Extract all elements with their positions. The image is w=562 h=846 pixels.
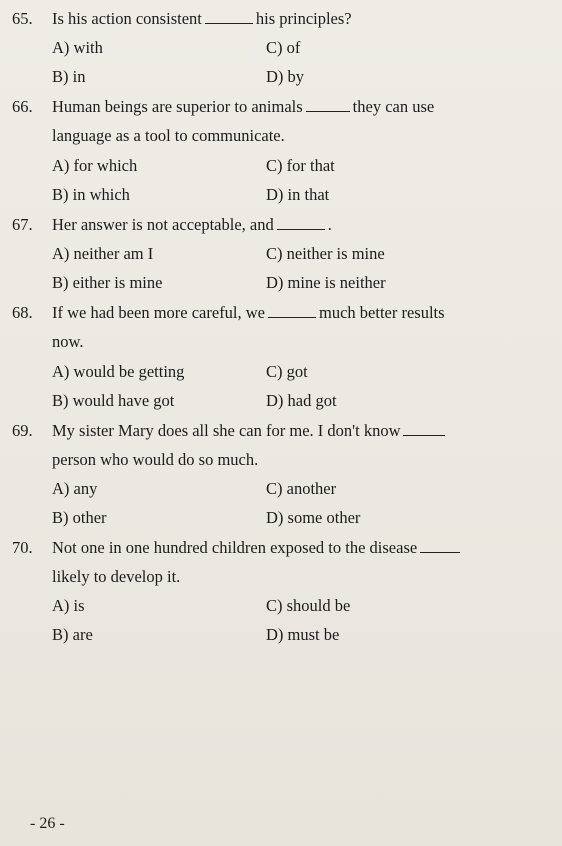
question-stem: My sister Mary does all she can for me. I don't know bbox=[52, 421, 401, 440]
answer-blank bbox=[205, 9, 253, 24]
option-b[interactable]: B) other bbox=[52, 508, 107, 527]
option-c[interactable]: C) got bbox=[266, 362, 308, 381]
option-b[interactable]: B) would have got bbox=[52, 391, 175, 410]
option-a[interactable]: A) neither am I bbox=[52, 244, 154, 263]
question-number: 67. bbox=[12, 215, 33, 234]
answer-blank bbox=[277, 215, 325, 230]
question-number: 66. bbox=[12, 97, 33, 116]
question-number: 65. bbox=[12, 9, 33, 28]
option-d[interactable]: D) mine is neither bbox=[266, 273, 386, 292]
question-stem: Human beings are superior to animals bbox=[52, 97, 303, 116]
question-70 bbox=[12, 533, 552, 591]
option-a[interactable]: A) would be getting bbox=[52, 362, 185, 381]
question-stem: Not one in one hundred children exposed to the disease bbox=[52, 538, 418, 557]
answer-blank bbox=[306, 97, 350, 112]
option-c[interactable]: C) of bbox=[266, 38, 301, 57]
question-stem-line2: person who would do so much. bbox=[52, 450, 259, 469]
question-stem: If we had been more careful, we bbox=[52, 303, 266, 322]
question-number: 70. bbox=[12, 538, 33, 557]
option-c[interactable]: C) for that bbox=[266, 156, 335, 175]
answer-blank bbox=[403, 421, 445, 436]
option-b[interactable]: B) in bbox=[52, 67, 86, 86]
question-number: 69. bbox=[12, 421, 33, 440]
option-b[interactable]: B) either is mine bbox=[52, 273, 163, 292]
question-69 bbox=[12, 416, 552, 474]
option-a[interactable]: A) is bbox=[52, 596, 85, 615]
option-a[interactable]: A) with bbox=[52, 38, 103, 57]
question-stem-end: much better results bbox=[319, 303, 445, 322]
option-c[interactable]: C) another bbox=[266, 479, 337, 498]
page-number: - 26 - bbox=[30, 815, 65, 832]
question-stem-line2: now. bbox=[52, 332, 84, 351]
option-d[interactable]: D) some other bbox=[266, 508, 361, 527]
question-stem-end: they can use bbox=[352, 97, 435, 116]
option-d[interactable]: D) had got bbox=[266, 391, 337, 410]
question-stem: Her answer is not acceptable, and bbox=[52, 215, 274, 234]
question-stem-line2: language as a tool to communicate. bbox=[52, 126, 285, 145]
option-c[interactable]: C) should be bbox=[266, 596, 351, 615]
option-d[interactable]: D) must be bbox=[266, 625, 340, 644]
answer-blank bbox=[420, 538, 460, 553]
question-65 bbox=[12, 4, 552, 33]
question-stem: Is his action consistent bbox=[52, 9, 202, 28]
option-a[interactable]: A) for which bbox=[52, 156, 138, 175]
question-number: 68. bbox=[12, 303, 33, 322]
question-stem-end: . bbox=[327, 215, 332, 234]
option-c[interactable]: C) neither is mine bbox=[266, 244, 385, 263]
question-stem-end: his principles? bbox=[255, 9, 352, 28]
question-66 bbox=[12, 92, 552, 150]
option-d[interactable]: D) by bbox=[266, 67, 305, 86]
question-67 bbox=[12, 210, 552, 239]
option-b[interactable]: B) in which bbox=[52, 185, 130, 204]
answer-blank bbox=[268, 303, 316, 318]
option-b[interactable]: B) are bbox=[52, 625, 93, 644]
question-stem-line2: likely to develop it. bbox=[52, 567, 181, 586]
option-a[interactable]: A) any bbox=[52, 479, 98, 498]
question-68 bbox=[12, 298, 552, 356]
option-d[interactable]: D) in that bbox=[266, 185, 330, 204]
